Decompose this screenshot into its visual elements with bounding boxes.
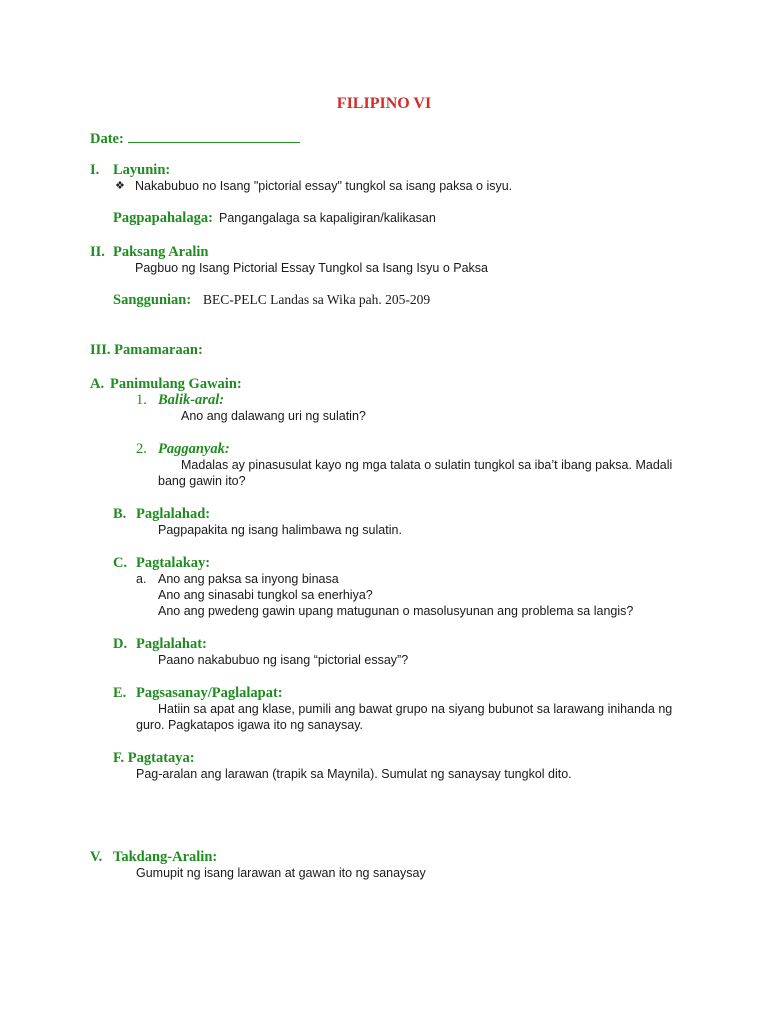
discussion-question-3: Ano ang pwedeng gawin upang matugunan o masolusyunan ang problema sa langis?	[158, 604, 634, 618]
part-f-heading: F. Pagtataya:	[113, 750, 195, 766]
date-label: Date:	[90, 131, 124, 147]
objective-text: Nakabubuo no Isang "pictorial essay" tungkol sa isang paksa o isyu.	[135, 179, 513, 193]
value-label: Pagpapahalaga:	[113, 210, 213, 226]
assignment-text: Gumupit ng isang larawan at gawan ito ng sanaysay	[136, 866, 426, 880]
section-2-heading: Paksang Aralin	[113, 244, 209, 260]
part-d-heading: Paglalahat:	[136, 636, 207, 652]
application-text-line-2: guro. Pagkatapos igawa ito ng sanaysay.	[136, 718, 363, 732]
discussion-question-1: Ano ang paksa sa inyong binasa	[158, 572, 339, 586]
motivation-label: Pagganyak:	[158, 441, 230, 457]
motivation-text-line-2: bang gawin ito?	[158, 474, 246, 488]
motivation-text-line-1: Madalas ay pinasusulat kayo ng mga talata o sulatin tungkol sa iba’t ibang paksa. Madali	[181, 458, 673, 472]
discussion-sub-label: a.	[136, 572, 147, 586]
section-5-number: V.	[90, 849, 103, 865]
part-d-label: D.	[113, 636, 128, 652]
value-text: Pangangalaga sa kapaligiran/kalikasan	[219, 211, 436, 225]
date-row	[90, 130, 300, 147]
section-1-heading: Layunin:	[113, 162, 171, 178]
part-b-heading: Paglalahad:	[136, 506, 211, 522]
part-e-heading: Pagsasanay/Paglalapat:	[136, 685, 283, 701]
topic-text: Pagbuo ng Isang Pictorial Essay Tungkol sa Isang Isyu o Paksa	[135, 261, 488, 275]
part-a-label: A.	[90, 376, 105, 392]
item-2-number: 2.	[136, 441, 147, 457]
application-text-line-1: Hatiin sa apat ang klase, pumili ang bawat grupo na siyang bubunot sa larawang inihanda ng	[158, 702, 673, 716]
part-c-heading: Pagtalakay:	[136, 555, 211, 571]
discussion-question-2: Ano ang sinasabi tungkol sa enerhiya?	[158, 588, 373, 602]
part-b-label: B.	[113, 506, 127, 522]
section-1-number: I.	[90, 162, 100, 178]
reference-text: BEC-PELC Landas sa Wika pah. 205-209	[203, 292, 431, 307]
section-2-number: II.	[90, 244, 105, 260]
date-blank-line	[128, 130, 300, 143]
diamond-bullet-icon: ❖	[115, 180, 125, 192]
section-3-heading: III. Pamamaraan:	[90, 342, 203, 358]
item-1-number: 1.	[136, 392, 147, 408]
generalization-text: Paano nakabubuo ng isang “pictorial essay”?	[158, 653, 409, 667]
section-5-heading: Takdang-Aralin:	[113, 849, 218, 865]
presentation-text: Pagpapakita ng isang halimbawa ng sulatin.	[158, 523, 402, 537]
reference-label: Sanggunian:	[113, 292, 192, 308]
part-c-label: C.	[113, 555, 128, 571]
page-title: FILIPINO VI	[336, 95, 432, 112]
review-question: Ano ang dalawang uri ng sulatin?	[181, 409, 366, 423]
review-label: Balik-aral:	[158, 392, 225, 408]
part-a-heading: Panimulang Gawain:	[110, 376, 242, 392]
part-e-label: E.	[113, 685, 127, 701]
evaluation-text: Pag-aralan ang larawan (trapik sa Maynila). Sumulat ng sanaysay tungkol dito.	[136, 767, 572, 781]
